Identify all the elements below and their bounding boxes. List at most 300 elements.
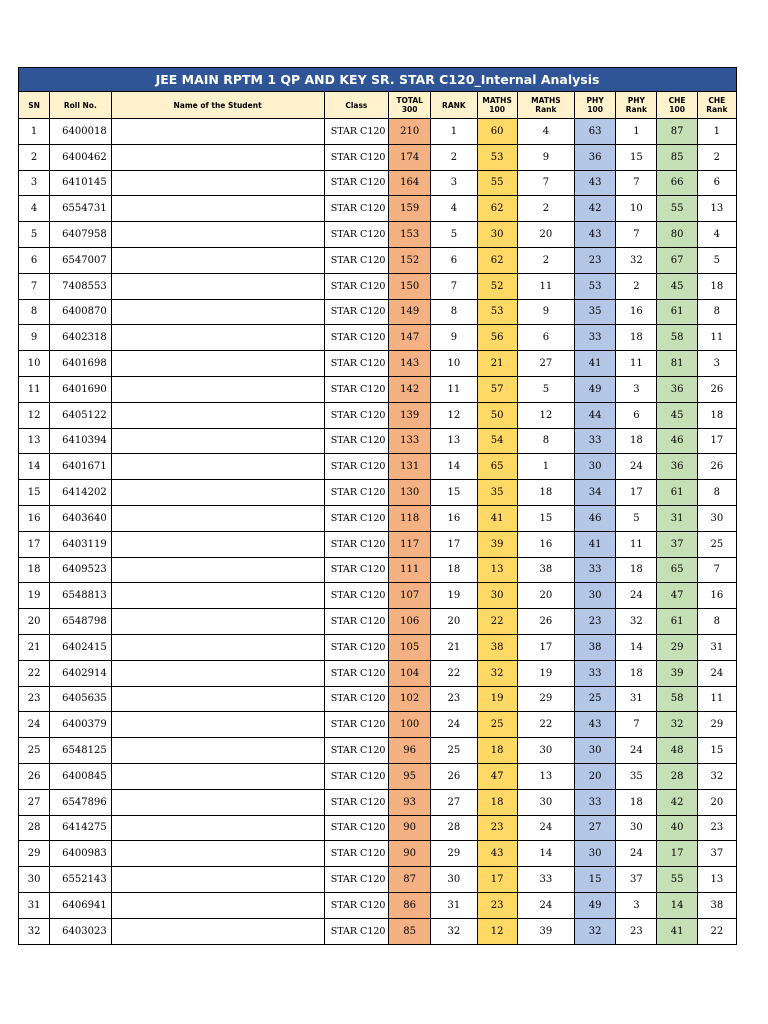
- class-cell: STAR C120: [324, 763, 388, 789]
- total-cell: 95: [389, 763, 431, 789]
- che-rank-cell: 8: [697, 299, 736, 325]
- table-row: [19, 557, 737, 583]
- table-row: [19, 892, 737, 918]
- table-row: [19, 609, 737, 635]
- sn-cell: 29: [19, 841, 50, 867]
- column-header-label: CHE: [668, 96, 686, 105]
- rank-cell: 29: [431, 841, 477, 867]
- table-row: [19, 402, 737, 428]
- phy-rank-cell: 7: [616, 170, 657, 196]
- phy-rank-cell: 32: [616, 609, 657, 635]
- che-cell: 32: [657, 712, 697, 738]
- table-row: [19, 144, 737, 170]
- rank-cell: 27: [431, 789, 477, 815]
- che-rank-cell: 18: [697, 402, 736, 428]
- che-cell: 58: [657, 686, 697, 712]
- rank-cell: 19: [431, 583, 477, 609]
- phy-cell: 20: [575, 763, 616, 789]
- sn-cell: 1: [19, 119, 50, 145]
- che-rank-cell: 13: [697, 867, 736, 893]
- table-row: [19, 119, 737, 145]
- roll-no-cell: 6552143: [50, 867, 111, 893]
- sn-cell: 10: [19, 351, 50, 377]
- roll-no-cell: 6407958: [50, 222, 111, 248]
- total-cell: 118: [389, 505, 431, 531]
- maths-cell: 62: [477, 196, 517, 222]
- total-cell: 142: [389, 376, 431, 402]
- phy-cell: 63: [575, 119, 616, 145]
- rank-cell: 24: [431, 712, 477, 738]
- roll-no-cell: 6400379: [50, 712, 111, 738]
- phy-rank-cell: 2: [616, 273, 657, 299]
- total-cell: 104: [389, 660, 431, 686]
- che-rank-cell: 8: [697, 480, 736, 506]
- class-cell: STAR C120: [324, 583, 388, 609]
- che-rank-cell: 1: [697, 119, 736, 145]
- phy-rank-cell: 18: [616, 660, 657, 686]
- phy-cell: 44: [575, 402, 616, 428]
- sn-cell: 13: [19, 428, 50, 454]
- maths-cell: 23: [477, 892, 517, 918]
- table-body: [19, 119, 737, 945]
- class-cell: STAR C120: [324, 841, 388, 867]
- total-cell: 131: [389, 454, 431, 480]
- che-cell: 58: [657, 325, 697, 351]
- roll-no-cell: 6405635: [50, 686, 111, 712]
- phy-rank-cell: 11: [616, 351, 657, 377]
- column-header-label: SN: [28, 100, 40, 110]
- phy-rank-cell: 24: [616, 841, 657, 867]
- class-cell: STAR C120: [324, 144, 388, 170]
- class-cell: STAR C120: [324, 273, 388, 299]
- phy-cell: 46: [575, 505, 616, 531]
- phy-rank-cell: 10: [616, 196, 657, 222]
- maths-rank-cell: 24: [517, 815, 574, 841]
- total-cell: 100: [389, 712, 431, 738]
- phy-cell: 32: [575, 918, 616, 944]
- roll-no-cell: 6403023: [50, 918, 111, 944]
- rank-cell: 10: [431, 351, 477, 377]
- roll-no-cell: 6548798: [50, 609, 111, 635]
- column-header: [575, 92, 616, 119]
- che-cell: 31: [657, 505, 697, 531]
- maths-rank-cell: 5: [517, 376, 574, 402]
- che-cell: 40: [657, 815, 697, 841]
- maths-cell: 22: [477, 609, 517, 635]
- table-row: [19, 841, 737, 867]
- che-rank-cell: 7: [697, 557, 736, 583]
- che-rank-cell: 6: [697, 170, 736, 196]
- column-header-label: RANK: [442, 100, 466, 110]
- class-cell: STAR C120: [324, 247, 388, 273]
- sn-cell: 12: [19, 402, 50, 428]
- sn-cell: 11: [19, 376, 50, 402]
- column-header: [431, 92, 477, 119]
- table-row: [19, 815, 737, 841]
- phy-cell: 43: [575, 170, 616, 196]
- sn-cell: 4: [19, 196, 50, 222]
- total-cell: 152: [389, 247, 431, 273]
- total-cell: 133: [389, 428, 431, 454]
- phy-cell: 30: [575, 841, 616, 867]
- analysis-sheet: [18, 67, 737, 945]
- rank-cell: 14: [431, 454, 477, 480]
- class-cell: STAR C120: [324, 789, 388, 815]
- column-header-sublabel: 100: [587, 105, 603, 114]
- maths-cell: 17: [477, 867, 517, 893]
- table-row: [19, 789, 737, 815]
- phy-rank-cell: 5: [616, 505, 657, 531]
- che-cell: 36: [657, 454, 697, 480]
- che-rank-cell: 31: [697, 634, 736, 660]
- class-cell: STAR C120: [324, 712, 388, 738]
- sn-cell: 32: [19, 918, 50, 944]
- maths-rank-cell: 6: [517, 325, 574, 351]
- table-row: [19, 376, 737, 402]
- che-rank-cell: 38: [697, 892, 736, 918]
- total-cell: 106: [389, 609, 431, 635]
- column-header-label: TOTAL: [396, 96, 423, 105]
- che-cell: 61: [657, 609, 697, 635]
- class-cell: STAR C120: [324, 480, 388, 506]
- sn-cell: 7: [19, 273, 50, 299]
- rank-cell: 22: [431, 660, 477, 686]
- class-cell: STAR C120: [324, 402, 388, 428]
- phy-cell: 41: [575, 531, 616, 557]
- rank-cell: 32: [431, 918, 477, 944]
- total-cell: 117: [389, 531, 431, 557]
- phy-rank-cell: 24: [616, 738, 657, 764]
- student-name-cell: [111, 634, 324, 660]
- column-header: [389, 92, 431, 119]
- maths-cell: 30: [477, 583, 517, 609]
- maths-rank-cell: 13: [517, 763, 574, 789]
- che-cell: 80: [657, 222, 697, 248]
- rank-cell: 3: [431, 170, 477, 196]
- student-name-cell: [111, 325, 324, 351]
- class-cell: STAR C120: [324, 299, 388, 325]
- phy-rank-cell: 3: [616, 892, 657, 918]
- student-name-cell: [111, 531, 324, 557]
- maths-cell: 57: [477, 376, 517, 402]
- student-name-cell: [111, 480, 324, 506]
- maths-rank-cell: 33: [517, 867, 574, 893]
- phy-cell: 41: [575, 351, 616, 377]
- che-rank-cell: 11: [697, 325, 736, 351]
- class-cell: STAR C120: [324, 428, 388, 454]
- phy-cell: 38: [575, 634, 616, 660]
- column-header: [657, 92, 697, 119]
- phy-rank-cell: 17: [616, 480, 657, 506]
- maths-cell: 32: [477, 660, 517, 686]
- maths-rank-cell: 20: [517, 583, 574, 609]
- roll-no-cell: 6554731: [50, 196, 111, 222]
- maths-rank-cell: 15: [517, 505, 574, 531]
- phy-rank-cell: 3: [616, 376, 657, 402]
- total-cell: 130: [389, 480, 431, 506]
- roll-no-cell: 6414275: [50, 815, 111, 841]
- student-name-cell: [111, 557, 324, 583]
- phy-rank-cell: 23: [616, 918, 657, 944]
- phy-cell: 33: [575, 325, 616, 351]
- sn-cell: 23: [19, 686, 50, 712]
- column-header-sublabel: Rank: [535, 105, 557, 114]
- total-cell: 85: [389, 918, 431, 944]
- phy-cell: 49: [575, 892, 616, 918]
- total-cell: 149: [389, 299, 431, 325]
- column-header: [616, 92, 657, 119]
- total-cell: 90: [389, 841, 431, 867]
- phy-rank-cell: 18: [616, 789, 657, 815]
- che-cell: 41: [657, 918, 697, 944]
- student-name-cell: [111, 789, 324, 815]
- phy-cell: 33: [575, 557, 616, 583]
- che-cell: 55: [657, 867, 697, 893]
- rank-cell: 9: [431, 325, 477, 351]
- roll-no-cell: 6402415: [50, 634, 111, 660]
- column-header: [697, 92, 736, 119]
- table-row: [19, 531, 737, 557]
- maths-cell: 19: [477, 686, 517, 712]
- maths-rank-cell: 38: [517, 557, 574, 583]
- student-name-cell: [111, 505, 324, 531]
- sn-cell: 22: [19, 660, 50, 686]
- table-row: [19, 867, 737, 893]
- column-header: [324, 92, 388, 119]
- che-cell: 66: [657, 170, 697, 196]
- roll-no-cell: 6547007: [50, 247, 111, 273]
- maths-cell: 54: [477, 428, 517, 454]
- table-row: [19, 686, 737, 712]
- che-rank-cell: 26: [697, 376, 736, 402]
- table-row: [19, 505, 737, 531]
- sn-cell: 20: [19, 609, 50, 635]
- student-name-cell: [111, 867, 324, 893]
- rank-cell: 28: [431, 815, 477, 841]
- che-rank-cell: 16: [697, 583, 736, 609]
- maths-rank-cell: 26: [517, 609, 574, 635]
- total-cell: 150: [389, 273, 431, 299]
- total-cell: 87: [389, 867, 431, 893]
- table-row: [19, 583, 737, 609]
- table-row: [19, 738, 737, 764]
- student-name-cell: [111, 660, 324, 686]
- che-cell: 81: [657, 351, 697, 377]
- maths-rank-cell: 30: [517, 738, 574, 764]
- column-header-label: Roll No.: [63, 100, 97, 110]
- class-cell: STAR C120: [324, 222, 388, 248]
- phy-rank-cell: 11: [616, 531, 657, 557]
- class-cell: STAR C120: [324, 609, 388, 635]
- che-cell: 29: [657, 634, 697, 660]
- che-cell: 45: [657, 402, 697, 428]
- column-header-sublabel: 300: [401, 105, 418, 114]
- rank-cell: 18: [431, 557, 477, 583]
- column-header-label: PHY: [586, 96, 604, 105]
- sn-cell: 31: [19, 892, 50, 918]
- class-cell: STAR C120: [324, 815, 388, 841]
- student-name-cell: [111, 763, 324, 789]
- total-cell: 139: [389, 402, 431, 428]
- rank-cell: 12: [431, 402, 477, 428]
- maths-cell: 13: [477, 557, 517, 583]
- total-cell: 159: [389, 196, 431, 222]
- student-name-cell: [111, 170, 324, 196]
- roll-no-cell: 7408553: [50, 273, 111, 299]
- sn-cell: 17: [19, 531, 50, 557]
- phy-rank-cell: 24: [616, 454, 657, 480]
- results-table: [18, 91, 737, 945]
- class-cell: STAR C120: [324, 119, 388, 145]
- che-rank-cell: 15: [697, 738, 736, 764]
- class-cell: STAR C120: [324, 634, 388, 660]
- che-rank-cell: 8: [697, 609, 736, 635]
- roll-no-cell: 6547896: [50, 789, 111, 815]
- phy-cell: 30: [575, 583, 616, 609]
- rank-cell: 15: [431, 480, 477, 506]
- roll-no-cell: 6401698: [50, 351, 111, 377]
- maths-cell: 55: [477, 170, 517, 196]
- student-name-cell: [111, 273, 324, 299]
- phy-rank-cell: 7: [616, 222, 657, 248]
- che-rank-cell: 37: [697, 841, 736, 867]
- phy-rank-cell: 6: [616, 402, 657, 428]
- che-cell: 85: [657, 144, 697, 170]
- student-name-cell: [111, 428, 324, 454]
- roll-no-cell: 6400018: [50, 119, 111, 145]
- sn-cell: 18: [19, 557, 50, 583]
- che-cell: 14: [657, 892, 697, 918]
- class-cell: STAR C120: [324, 170, 388, 196]
- che-rank-cell: 17: [697, 428, 736, 454]
- maths-cell: 53: [477, 144, 517, 170]
- student-name-cell: [111, 196, 324, 222]
- table-row: [19, 428, 737, 454]
- phy-cell: 25: [575, 686, 616, 712]
- student-name-cell: [111, 918, 324, 944]
- phy-cell: 34: [575, 480, 616, 506]
- maths-cell: 18: [477, 789, 517, 815]
- roll-no-cell: 6410145: [50, 170, 111, 196]
- roll-no-cell: 6400983: [50, 841, 111, 867]
- total-cell: 90: [389, 815, 431, 841]
- maths-cell: 25: [477, 712, 517, 738]
- table-row: [19, 763, 737, 789]
- class-cell: STAR C120: [324, 918, 388, 944]
- student-name-cell: [111, 738, 324, 764]
- class-cell: STAR C120: [324, 376, 388, 402]
- total-cell: 107: [389, 583, 431, 609]
- total-cell: 153: [389, 222, 431, 248]
- student-name-cell: [111, 815, 324, 841]
- phy-cell: 36: [575, 144, 616, 170]
- roll-no-cell: 6401690: [50, 376, 111, 402]
- phy-rank-cell: 18: [616, 557, 657, 583]
- che-cell: 47: [657, 583, 697, 609]
- column-header-label: Name of the Student: [173, 100, 262, 110]
- che-cell: 45: [657, 273, 697, 299]
- rank-cell: 30: [431, 867, 477, 893]
- che-rank-cell: 20: [697, 789, 736, 815]
- maths-cell: 60: [477, 119, 517, 145]
- che-cell: 87: [657, 119, 697, 145]
- student-name-cell: [111, 583, 324, 609]
- phy-rank-cell: 18: [616, 428, 657, 454]
- maths-rank-cell: 24: [517, 892, 574, 918]
- table-row: [19, 918, 737, 944]
- phy-cell: 53: [575, 273, 616, 299]
- maths-rank-cell: 11: [517, 273, 574, 299]
- roll-no-cell: 6406941: [50, 892, 111, 918]
- maths-rank-cell: 16: [517, 531, 574, 557]
- maths-cell: 12: [477, 918, 517, 944]
- rank-cell: 16: [431, 505, 477, 531]
- phy-cell: 43: [575, 222, 616, 248]
- maths-cell: 47: [477, 763, 517, 789]
- phy-cell: 23: [575, 609, 616, 635]
- che-rank-cell: 32: [697, 763, 736, 789]
- che-rank-cell: 3: [697, 351, 736, 377]
- total-cell: 105: [389, 634, 431, 660]
- total-cell: 174: [389, 144, 431, 170]
- maths-rank-cell: 39: [517, 918, 574, 944]
- student-name-cell: [111, 119, 324, 145]
- maths-cell: 50: [477, 402, 517, 428]
- rank-cell: 2: [431, 144, 477, 170]
- table-row: [19, 170, 737, 196]
- student-name-cell: [111, 454, 324, 480]
- sn-cell: 8: [19, 299, 50, 325]
- rank-cell: 8: [431, 299, 477, 325]
- column-header-label: Class: [345, 100, 368, 110]
- maths-rank-cell: 2: [517, 196, 574, 222]
- roll-no-cell: 6402318: [50, 325, 111, 351]
- sn-cell: 21: [19, 634, 50, 660]
- phy-rank-cell: 7: [616, 712, 657, 738]
- maths-rank-cell: 19: [517, 660, 574, 686]
- che-rank-cell: 18: [697, 273, 736, 299]
- student-name-cell: [111, 299, 324, 325]
- student-name-cell: [111, 376, 324, 402]
- roll-no-cell: 6403640: [50, 505, 111, 531]
- roll-no-cell: 6548125: [50, 738, 111, 764]
- roll-no-cell: 6401671: [50, 454, 111, 480]
- sn-cell: 24: [19, 712, 50, 738]
- roll-no-cell: 6403119: [50, 531, 111, 557]
- total-cell: 143: [389, 351, 431, 377]
- roll-no-cell: 6400870: [50, 299, 111, 325]
- maths-cell: 53: [477, 299, 517, 325]
- che-rank-cell: 25: [697, 531, 736, 557]
- table-row: [19, 634, 737, 660]
- che-cell: 67: [657, 247, 697, 273]
- phy-rank-cell: 16: [616, 299, 657, 325]
- rank-cell: 21: [431, 634, 477, 660]
- che-cell: 65: [657, 557, 697, 583]
- che-cell: 55: [657, 196, 697, 222]
- maths-cell: 38: [477, 634, 517, 660]
- sn-cell: 25: [19, 738, 50, 764]
- table-row: [19, 273, 737, 299]
- phy-rank-cell: 15: [616, 144, 657, 170]
- sheet-title: JEE MAIN RPTM 1 QP AND KEY SR. STAR C120_Internal Analysis: [18, 67, 737, 91]
- che-cell: 42: [657, 789, 697, 815]
- che-rank-cell: 29: [697, 712, 736, 738]
- che-rank-cell: 4: [697, 222, 736, 248]
- phy-rank-cell: 18: [616, 325, 657, 351]
- maths-rank-cell: 14: [517, 841, 574, 867]
- maths-rank-cell: 4: [517, 119, 574, 145]
